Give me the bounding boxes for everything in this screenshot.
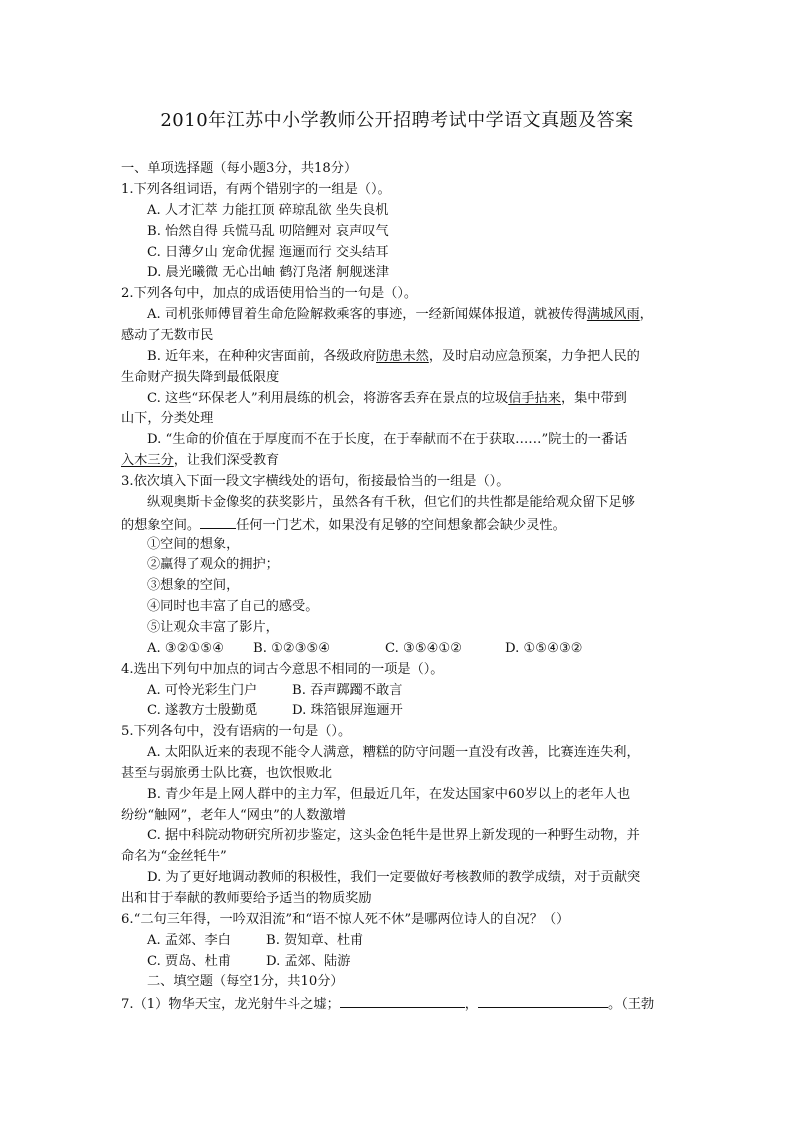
q3-option-c: C. ③⑤④①② [385, 641, 463, 656]
q4-option-a: A. 可怜光彩生门户 [147, 683, 258, 698]
question-2-stem: 2.下列各句中，加点的成语使用恰当的一句是（）。 [121, 286, 418, 301]
question-1-stem: 1.下列各组词语，有两个错别字的一组是（）。 [121, 182, 391, 197]
q4-option-d: D. 珠箔银屏迤逦开 [292, 703, 403, 718]
q5-option-a-cont: 甚至与弱旅勇士队比赛，也饮恨败北 [121, 766, 332, 781]
q1-option-d: D. 晨光曦微 无心岀岫 鹤汀凫渚 舸舰迷津 [147, 265, 390, 280]
q2-option-d-cont: 入木三分，让我们深受教育 [121, 453, 280, 468]
marked-idiom: 入木三分 [121, 453, 174, 468]
q5-option-c: C. 据中科院动物研究所初步鉴定，这头金色牦牛是世界上新发现的一种野生动物，并 [147, 828, 640, 843]
q1-option-b: B. 怡然自得 兵慌马乱 叨陪鲤对 哀声叹气 [147, 224, 389, 239]
q6-option-a: A. 孟郊、李白 [147, 933, 231, 948]
q3-item-3: ③想象的空间， [147, 578, 240, 593]
question-3-stem: 3.依次填入下面一段文字横线处的语句，衔接最恰当的一组是（）。 [121, 474, 510, 489]
marked-idiom: 信手拈来 [508, 391, 561, 406]
q2-option-a-cont: 感动了无数市民 [121, 328, 214, 343]
q6-option-c: C. 贾岛、杜甫 [147, 954, 231, 969]
q3-option-d: D. ①⑤④③② [505, 641, 583, 656]
q3-option-b: B. ①②③⑤④ [253, 641, 331, 656]
section-heading: 二、填空题（每空1分，共10分） [147, 974, 344, 989]
question-5-stem: 5.下列各句中，没有语病的一句是（）。 [121, 724, 352, 739]
q5-option-b-cont: 纷纷“触网”，老年人“网虫”的人数激增 [121, 808, 346, 823]
q6-option-b: B. 贺知章、杜甫 [266, 933, 364, 948]
q5-option-d: D. 为了更好地调动教师的积极性，我们一定要做好考核教师的教学成绩，对于贡献突 [147, 870, 641, 885]
q4-option-c: C. 遂教方士殷勤觅 [147, 703, 258, 718]
fill-blank [340, 994, 465, 1008]
q5-option-b: B. 青少年是上网人群中的主力军，但最近几年，在发达国家中60岁以上的老年人也 [147, 787, 631, 802]
q5-option-a: A. 太阳队近来的表现不能令人满意，糟糕的防守问题一直没有改善，比赛连连失利， [147, 745, 640, 760]
q2-option-d: D. “生命的价值在于厚度而不在于长度，在于奉献而不在于获取……”院士的一番话 [147, 432, 628, 447]
section-heading: 一、单项选择题（每小题3分，共18分） [121, 161, 358, 176]
q2-option-c-cont: 山下，分类处理 [121, 411, 214, 426]
question-7-stem: 7.（1）物华天宝，龙光射牛斗之墟； ， 。（王勃 [121, 994, 654, 1014]
q1-option-c: C. 日薄夕山 宠命优握 迤逦而行 交头结耳 [147, 245, 389, 260]
q4-option-b: B. 吞声踯躅不敢言 [292, 683, 403, 698]
q5-option-c-cont: 命名为“金丝牦牛” [121, 849, 227, 864]
question-6-stem: 6.“二句三年得，一吟双泪流”和“语不惊人死不休”是哪两位诗人的自况？（） [121, 912, 570, 927]
fill-blank [200, 515, 236, 529]
q2-option-b-cont: 生命财产损失降到最低限度 [121, 370, 280, 385]
q2-option-c: C. 这些“环保老人”利用晨练的机会，将游客丢弃在景点的垃圾信手拈来，集中带到 [147, 391, 627, 406]
q2-option-b: B. 近年来，在种种灾害面前，各级政府防患未然，及时启动应急预案，力争把人民的 [147, 349, 640, 364]
question-4-stem: 4.选出下列句中加点的词古今意思不相同的一项是（）。 [121, 662, 444, 677]
fill-blank [478, 994, 608, 1008]
q2-option-a: A. 司机张师傅冒着生命危险解救乘客的事迹，一经新闻媒体报道，就被传得满城风雨， [147, 307, 653, 322]
q3-option-a: A. ③②①⑤④ [147, 641, 225, 656]
q3-item-1: ①空间的想象， [147, 537, 240, 552]
marked-idiom: 防患未然 [376, 349, 429, 364]
q3-passage-line-2: 的想象空间。 任何一门艺术，如果没有足够的空间想象都会缺少灵性。 [121, 515, 566, 535]
marked-idiom: 满城风雨 [586, 307, 640, 322]
q3-item-4: ④同时也丰富了自己的感受。 [147, 599, 319, 614]
q1-option-a: A. 人才汇萃 力能扛顶 碎琼乱欲 坐失良机 [147, 203, 389, 218]
q5-option-d-cont: 出和甘于奉献的教师要给予适当的物质奖励 [121, 891, 372, 906]
q3-passage-line-1: 纵观奥斯卡金像奖的获奖影片，虽然各有千秋，但它们的共性都是能给观众留下足够 [147, 495, 635, 510]
q6-option-d: D. 孟郊、陆游 [266, 954, 351, 969]
q3-item-5: ⑤让观众丰富了影片， [147, 620, 279, 635]
q3-item-2: ②赢得了观众的拥护； [147, 557, 279, 572]
page-title: 2010年江苏中小学教师公开招聘考试中学语文真题及答案 [160, 110, 634, 131]
